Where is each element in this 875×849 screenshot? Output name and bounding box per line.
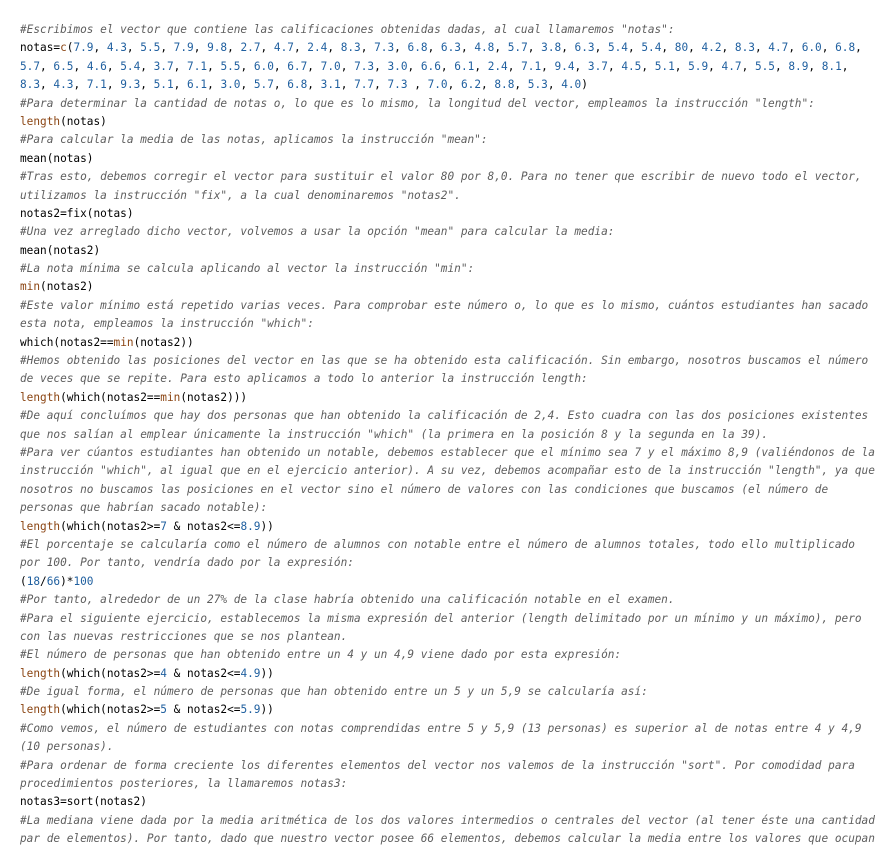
number-token: 7.0 — [320, 59, 341, 73]
number-token: 4.2 — [701, 41, 722, 55]
number-token: 6.8 — [287, 78, 308, 92]
code-token: , — [561, 41, 575, 55]
code-line — [20, 39, 862, 57]
number-token: 6.3 — [440, 41, 461, 55]
number-token: 6.8 — [407, 41, 428, 55]
code-token: , — [674, 59, 689, 73]
code-line — [20, 738, 848, 756]
number-token: 8.8 — [494, 78, 515, 92]
number-token: 8.9 — [240, 519, 261, 533]
code-token: & notas2<= — [166, 666, 241, 680]
comment-token: #De aquí concluímos que hay dos personas que han obtenido la calificación de 2,4. Esto cuadra con las dos posiciones existentes — [20, 409, 869, 423]
comment-token: personas que habrían sacado notable): — [20, 501, 268, 515]
code-token: , — [527, 41, 542, 55]
number-token: 8.3 — [340, 41, 361, 55]
code-line — [20, 812, 875, 830]
code-token: , — [374, 59, 388, 73]
code-token: , — [440, 59, 455, 73]
number-token: 7.3 — [387, 78, 408, 92]
code-line — [20, 610, 862, 628]
number-token: 9.4 — [554, 59, 575, 73]
code-token: , — [307, 78, 321, 92]
code-token: , — [193, 41, 208, 55]
code-token: , — [106, 78, 121, 92]
number-token: 7.1 — [86, 78, 107, 92]
code-token: , — [788, 41, 802, 55]
code-line — [20, 757, 855, 775]
comment-token: que nos salían al emplear únicamente la instrucción "which" (la primera en la posición 8 y la segunda en la 39). — [20, 427, 769, 441]
code-token: ) — [581, 78, 588, 92]
code-token: , — [73, 59, 87, 73]
code-line — [20, 720, 862, 738]
code-line — [20, 168, 862, 186]
code-token: , — [474, 59, 488, 73]
code-token: , — [628, 41, 642, 55]
code-token: , — [661, 41, 675, 55]
number-token: 5 — [160, 703, 167, 717]
code-token: , — [741, 59, 755, 73]
code-line — [20, 444, 875, 462]
function-token: length — [20, 390, 61, 404]
comment-token: #El número de personas que han obtenido entre un 4 y un 4,9 viene dado por esta expresión: — [20, 648, 622, 662]
code-token: , — [541, 59, 555, 73]
code-editor[interactable] — [20, 21, 875, 849]
comment-token: #De igual forma, el número de personas que han obtenido entre un 5 y un 5,9 se calcularía así: — [20, 685, 648, 699]
code-line — [20, 205, 848, 223]
code-token: , — [360, 41, 375, 55]
code-token: , — [273, 59, 288, 73]
code-token: , — [340, 78, 355, 92]
code-line — [20, 591, 848, 609]
code-token: , — [855, 41, 862, 55]
number-token: 3.1 — [320, 78, 341, 92]
number-token: 6.2 — [460, 78, 482, 92]
code-token: , — [140, 78, 154, 92]
number-token: 80 — [674, 41, 689, 55]
code-token: , — [754, 41, 769, 55]
number-token: 3.7 — [587, 59, 608, 73]
function-token: length — [20, 114, 61, 128]
number-token: 6.0 — [801, 41, 822, 55]
comment-token: #Este valor mínimo está repetido varias veces. Para comprobar este número o, lo que es lo mismo, cuántos estudiantes han sacado — [20, 298, 869, 312]
code-token: , — [494, 41, 508, 55]
number-token: 8.9 — [788, 59, 809, 73]
number-token: 7.7 — [354, 78, 375, 92]
code-line — [20, 113, 848, 131]
code-token: , — [73, 78, 87, 92]
code-token: , — [240, 78, 254, 92]
code-token: , — [340, 59, 355, 73]
code-token: , — [594, 41, 608, 55]
number-token: 5.3 — [527, 78, 548, 92]
code-token: ( — [66, 41, 74, 55]
code-token: , — [207, 59, 221, 73]
comment-token: nosotros no buscamos las posiciones en el vector sino el número de valores con las condiciones que buscamos (el número de — [20, 482, 829, 496]
code-token: )) — [260, 519, 274, 533]
number-token: 5.4 — [120, 59, 141, 73]
number-token: 7.9 — [173, 41, 194, 55]
code-token: (which(notas2>= — [60, 666, 161, 680]
number-token: 4.6 — [86, 59, 107, 73]
code-line — [20, 242, 848, 260]
number-token: 4.7 — [273, 41, 294, 55]
code-token: & notas2<= — [166, 703, 241, 717]
number-token: 8.3 — [20, 78, 41, 92]
code-line — [20, 683, 848, 701]
comment-token: #Para determinar la cantidad de notas o, lo que es lo mismo, la longitud del vector, empleamos la instrucción "length": — [20, 96, 815, 110]
code-token: , — [207, 78, 221, 92]
number-token: 5.1 — [654, 59, 675, 73]
code-line — [20, 573, 848, 591]
code-token: (which(notas2>= — [60, 703, 161, 717]
code-token: )) — [260, 666, 274, 680]
code-token: mean(notas2) — [20, 243, 101, 257]
number-token: 7.3 — [354, 59, 375, 73]
number-token: 5.5 — [220, 59, 241, 73]
code-line — [20, 701, 848, 719]
code-line — [20, 76, 848, 94]
code-token: , — [460, 41, 475, 55]
code-line — [20, 389, 848, 407]
code-line — [20, 628, 848, 646]
number-token: 5.7 — [253, 78, 274, 92]
comment-token: #Por tanto, alrededor de un 27% de la clase habría obtenido una calificación notable en el examen. — [20, 593, 675, 607]
code-token: , — [774, 59, 789, 73]
code-token: , — [140, 59, 154, 73]
function-token: c — [60, 41, 67, 55]
code-line — [20, 462, 875, 480]
number-token: 7.9 — [73, 41, 94, 55]
code-token: , — [40, 59, 54, 73]
number-token: 4.8 — [474, 41, 495, 55]
code-token: (notas2) — [40, 280, 94, 294]
code-token: , — [307, 59, 321, 73]
code-token: , — [481, 78, 495, 92]
code-line — [20, 260, 848, 278]
number-token: 4.3 — [53, 78, 74, 92]
number-token: 6.0 — [253, 59, 274, 73]
comment-token: #Como vemos, el número de estudiantes con notas comprendidas entre 5 y 5,9 (13 personas) es superior al de notas entre 4 y 4,9 — [20, 721, 862, 735]
function-token: min — [160, 390, 181, 404]
code-line — [20, 95, 848, 113]
code-token: (notas) — [60, 114, 107, 128]
number-token: 4.3 — [106, 41, 127, 55]
number-token: 6.1 — [187, 78, 208, 92]
code-line — [20, 793, 848, 811]
number-token: 3.0 — [387, 59, 408, 73]
comment-token: esta nota, empleamos la instrucción "which": — [20, 317, 314, 331]
code-token: , — [407, 78, 428, 92]
code-token: , — [427, 41, 441, 55]
number-token: 3.0 — [220, 78, 241, 92]
number-token: 4.9 — [240, 666, 261, 680]
code-token: (notas2))) — [180, 390, 248, 404]
code-token: , — [327, 41, 341, 55]
code-token: )) — [260, 703, 274, 717]
comment-token: (10 personas). — [20, 740, 114, 754]
function-token: length — [20, 666, 61, 680]
code-line — [20, 131, 848, 149]
code-token: , — [688, 41, 702, 55]
number-token: 4 — [160, 666, 167, 680]
code-token: , — [374, 78, 388, 92]
code-token: , — [293, 41, 308, 55]
code-token: which(notas2== — [20, 335, 114, 349]
code-line — [20, 58, 848, 76]
comment-token: de veces que se repite. Para esto aplicamos a todo lo anterior la instrucción length: — [20, 372, 588, 386]
number-token: 5.4 — [641, 41, 662, 55]
code-line — [20, 646, 848, 664]
code-token: , — [507, 59, 522, 73]
comment-token: par de elementos). Por tanto, dado que nuestro vector posee 66 elementos, debemos calcular la media entre los valores que ocupan — [20, 832, 875, 846]
code-token: (notas2)) — [133, 335, 194, 349]
number-token: 5.5 — [140, 41, 161, 55]
code-token: , — [173, 78, 188, 92]
number-token: 100 — [73, 574, 94, 588]
number-token: 6.3 — [574, 41, 595, 55]
code-line — [20, 407, 869, 425]
code-token: , — [160, 41, 174, 55]
code-token: (which(notas2== — [60, 390, 161, 404]
number-token: 5.7 — [507, 41, 528, 55]
code-token: , — [607, 59, 622, 73]
code-line — [20, 278, 848, 296]
comment-token: #Para ver cúantos estudiantes han obtenido un notable, debemos establecer que el mínimo sea 7 y el máximo 8,9 (valiéndonos de la — [20, 445, 875, 459]
code-token: & notas2<= — [166, 519, 241, 533]
number-token: 5.7 — [20, 59, 41, 73]
code-token: , — [447, 78, 461, 92]
comment-token: por 100. Por tanto, vendría dado por la expresión: — [20, 556, 354, 570]
code-token: , — [547, 78, 562, 92]
number-token: 2.4 — [487, 59, 508, 73]
code-token: , — [260, 41, 274, 55]
comment-token: #Para calcular la media de las notas, aplicamos la instrucción "mean": — [20, 133, 488, 147]
code-line — [20, 536, 855, 554]
comment-token: #El porcentaje se calcularía como el número de alumnos con notable entre el número de alumnos totales, todo ello multiplicado — [20, 537, 855, 551]
comment-token: #Escribimos el vector que contiene las calificaciones obtenidas dadas, al cual llamaremos "notas": — [20, 23, 675, 36]
code-token: , — [708, 59, 722, 73]
number-token: 6.6 — [420, 59, 441, 73]
number-token: 8.1 — [821, 59, 842, 73]
code-token: , — [574, 59, 588, 73]
code-line — [20, 499, 848, 517]
code-token: notas2=fix(notas) — [20, 206, 134, 220]
code-token: , — [821, 41, 836, 55]
number-token: 7 — [160, 519, 167, 533]
code-line — [20, 554, 848, 572]
number-token: 6.5 — [53, 59, 74, 73]
number-token: 9.3 — [120, 78, 141, 92]
comment-token: #Para el siguiente ejercicio, establecemos la misma expresión del anterior (length delimitado por un mínimo y un máximo), pero — [20, 611, 862, 625]
number-token: 2.4 — [307, 41, 328, 55]
number-token: 5.4 — [607, 41, 628, 55]
code-token: , — [514, 78, 528, 92]
code-line — [20, 223, 848, 241]
function-token: length — [20, 519, 61, 533]
number-token: 6.1 — [454, 59, 475, 73]
code-token: )* — [60, 574, 74, 588]
function-token: min — [113, 335, 134, 349]
number-token: 5.1 — [153, 78, 174, 92]
number-token: 4.7 — [768, 41, 789, 55]
comment-token: instrucción "which", al igual que en el ejercicio anterior). A su vez, debemos acompañar esto de la instrucción "length", ya que — [20, 464, 875, 478]
number-token: 8.3 — [734, 41, 755, 55]
code-token: , — [808, 59, 822, 73]
comment-token: utilizamos la instrucción "fix", a la cual denominaremos "notas2". — [20, 188, 461, 202]
number-token: 6.8 — [835, 41, 856, 55]
code-token: , — [106, 59, 121, 73]
code-line — [20, 21, 848, 39]
number-token: 5.9 — [688, 59, 709, 73]
code-token: ( — [20, 574, 27, 588]
code-token: / — [40, 574, 47, 588]
number-token: 7.3 — [374, 41, 395, 55]
code-line — [20, 297, 869, 315]
code-token: , — [40, 78, 54, 92]
code-token: , — [394, 41, 408, 55]
code-line — [20, 481, 848, 499]
comment-token: con las nuevas restricciones que se nos plantean. — [20, 629, 348, 643]
code-token: , — [93, 41, 107, 55]
function-token: length — [20, 703, 61, 717]
code-line — [20, 334, 848, 352]
code-token: , — [126, 41, 141, 55]
number-token: 3.7 — [153, 59, 174, 73]
code-token: , — [407, 59, 421, 73]
comment-token: #La mediana viene dada por la media aritmética de los dos valores intermedios o centrales del vector (al tener éste una cantidad — [20, 813, 875, 827]
code-token: mean(notas) — [20, 151, 94, 165]
function-token: min — [20, 280, 41, 294]
code-line — [20, 187, 848, 205]
comment-token: procedimientos posteriores, la llamaremos notas3: — [20, 777, 348, 791]
code-line — [20, 150, 848, 168]
code-token: notas3=sort(notas2) — [20, 795, 147, 809]
number-token: 18 — [26, 574, 41, 588]
code-token: , — [240, 59, 254, 73]
comment-token: #Hemos obtenido las posiciones del vector en las que se ha obtenido esta calificación. Sin embargo, nosotros buscamos el número — [20, 354, 869, 368]
code-line — [20, 426, 848, 444]
comment-token: #Para ordenar de forma creciente los diferentes elementos del vector nos valemos de la instrucción "sort". Por comodidad para — [20, 758, 855, 772]
number-token: 6.7 — [287, 59, 308, 73]
code-token: (which(notas2>= — [60, 519, 161, 533]
number-token: 4.0 — [561, 78, 582, 92]
code-token: , — [273, 78, 288, 92]
code-line — [20, 830, 875, 848]
code-token: , — [641, 59, 655, 73]
number-token: 7.1 — [187, 59, 208, 73]
code-line — [20, 315, 848, 333]
code-token: , — [841, 59, 849, 73]
code-line — [20, 352, 869, 370]
number-token: 7.1 — [521, 59, 542, 73]
number-token: 3.8 — [541, 41, 562, 55]
code-token: , — [227, 41, 241, 55]
comment-token: #Tras esto, debemos corregir el vector para sustituir el valor 80 por 8,0. Para no tener que escribir de nuevo todo el vector, — [20, 170, 862, 184]
code-line — [20, 665, 848, 683]
code-line — [20, 518, 848, 536]
code-line — [20, 775, 848, 793]
comment-token: #Una vez arreglado dicho vector, volvemos a usar la opción "mean" para calcular la media: — [20, 225, 615, 239]
code-token: , — [173, 59, 188, 73]
number-token: 5.9 — [240, 703, 261, 717]
code-token: , — [721, 41, 735, 55]
number-token: 2.7 — [240, 41, 261, 55]
number-token: 4.5 — [621, 59, 642, 73]
number-token: 66 — [46, 574, 61, 588]
number-token: 9.8 — [207, 41, 228, 55]
number-token: 4.7 — [721, 59, 742, 73]
number-token: 5.5 — [754, 59, 775, 73]
code-line — [20, 370, 848, 388]
comment-token: #La nota mínima se calcula aplicando al vector la instrucción "min": — [20, 262, 475, 276]
code-token: notas= — [20, 41, 61, 55]
number-token: 7.0 — [427, 78, 448, 92]
